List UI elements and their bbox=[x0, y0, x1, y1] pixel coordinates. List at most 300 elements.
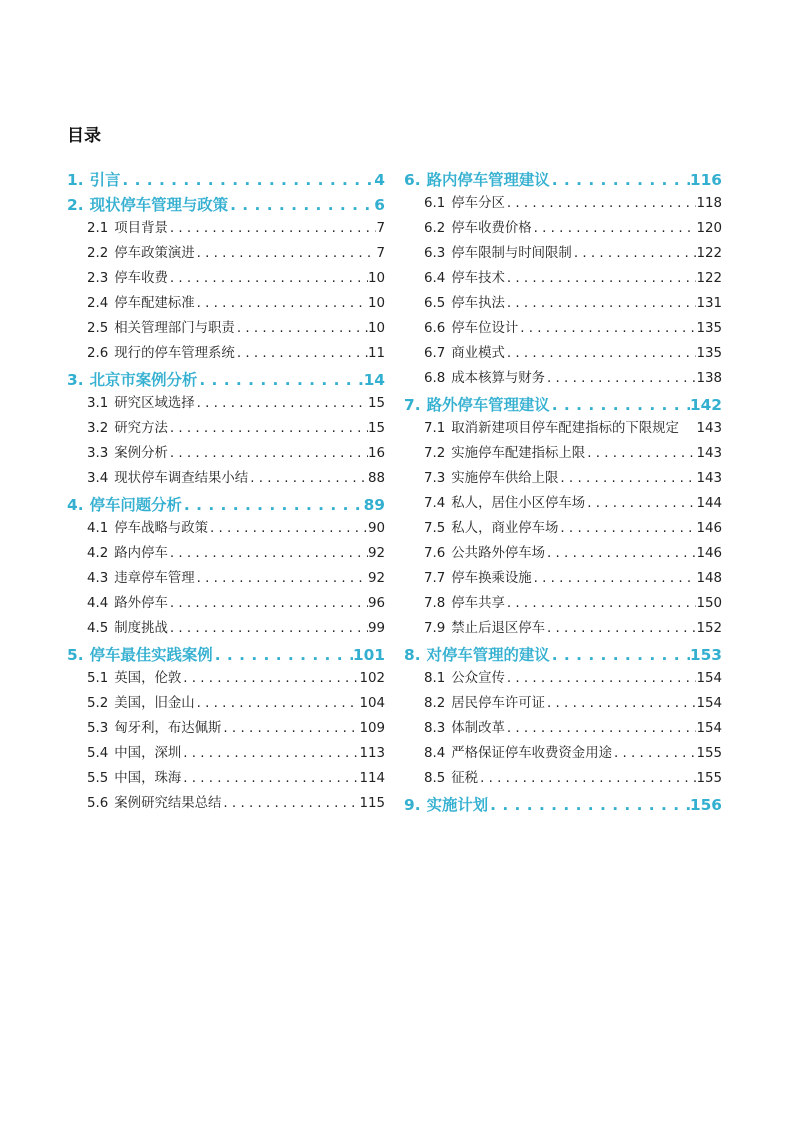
toc-section-label bbox=[404, 645, 550, 665]
toc-page-number: 6 bbox=[374, 196, 385, 214]
toc-entry-label bbox=[424, 720, 505, 737]
toc-page-number: 7 bbox=[376, 221, 385, 236]
toc-title: 路外停车管理建议 bbox=[426, 396, 550, 414]
dot-leader bbox=[228, 195, 374, 215]
toc-section-label bbox=[67, 370, 197, 390]
toc-entry-label bbox=[87, 520, 208, 537]
toc-section-label bbox=[404, 795, 488, 815]
toc-entry[interactable] bbox=[67, 620, 385, 637]
toc-entry-label bbox=[87, 570, 195, 587]
toc-page-number: 154 bbox=[696, 696, 722, 711]
toc-number: 7.6 bbox=[424, 546, 446, 561]
toc-entry-label bbox=[424, 295, 505, 312]
toc-title: 制度挑战 bbox=[114, 621, 168, 636]
toc-entry[interactable] bbox=[404, 695, 722, 712]
toc-title: 路内停车管理建议 bbox=[426, 171, 550, 189]
dot-leader bbox=[181, 670, 359, 687]
toc-number: 8.2 bbox=[424, 696, 446, 711]
toc-page-number: 104 bbox=[359, 696, 385, 711]
toc-section[interactable] bbox=[404, 795, 722, 815]
toc-entry-label bbox=[424, 745, 612, 762]
toc-number: 6.1 bbox=[424, 196, 446, 211]
toc-entry[interactable] bbox=[404, 745, 722, 762]
dot-leader bbox=[488, 795, 690, 815]
page-title: 目录 bbox=[67, 126, 101, 146]
toc-page-number: 148 bbox=[696, 571, 722, 586]
toc-title: 现状停车调查结果小结 bbox=[114, 471, 249, 486]
dot-leader bbox=[195, 695, 360, 712]
toc-number: 2.6 bbox=[87, 346, 109, 361]
toc-title: 停车收费 bbox=[114, 271, 168, 286]
toc-section[interactable] bbox=[404, 170, 722, 190]
toc-section[interactable] bbox=[67, 195, 385, 215]
toc-number: 3.2 bbox=[87, 421, 109, 436]
toc-title: 停车问题分析 bbox=[89, 496, 182, 514]
dot-leader bbox=[545, 545, 696, 562]
toc-title: 实施停车配建指标上限 bbox=[451, 446, 586, 461]
toc-entry[interactable] bbox=[404, 270, 722, 287]
toc-entry-label bbox=[87, 470, 248, 487]
dot-leader bbox=[213, 645, 353, 665]
toc-title: 禁止后退区停车 bbox=[451, 621, 546, 636]
dot-leader bbox=[168, 620, 368, 637]
toc-page-number: 96 bbox=[367, 596, 385, 611]
toc-title: 路外停车 bbox=[114, 596, 168, 611]
toc-title: 现状停车管理与政策 bbox=[89, 196, 229, 214]
toc-page-number: 15 bbox=[367, 396, 385, 411]
toc-entry-label bbox=[87, 745, 181, 762]
toc-entry[interactable] bbox=[67, 695, 385, 712]
toc-entry[interactable] bbox=[404, 670, 722, 687]
dot-leader bbox=[585, 445, 696, 462]
toc-entry-label bbox=[87, 420, 168, 437]
toc-number: 2.5 bbox=[87, 321, 109, 336]
toc-entry[interactable] bbox=[404, 220, 722, 237]
dot-leader bbox=[235, 345, 368, 362]
toc-entry[interactable] bbox=[404, 420, 722, 437]
toc-entry-label bbox=[424, 470, 558, 487]
toc-section-label bbox=[404, 170, 550, 190]
toc-entry-label bbox=[424, 770, 478, 787]
toc-number: 7.5 bbox=[424, 521, 446, 536]
toc-title: 居民停车许可证 bbox=[451, 696, 546, 711]
toc-entry-label bbox=[87, 295, 195, 312]
toc-page-number: 135 bbox=[696, 321, 722, 336]
toc-title: 停车分区 bbox=[451, 196, 505, 211]
toc-number: 5.2 bbox=[87, 696, 109, 711]
toc-number: 5.4 bbox=[87, 746, 109, 761]
toc-number: 5.5 bbox=[87, 771, 109, 786]
toc-section-label bbox=[67, 645, 213, 665]
toc-entry-label bbox=[424, 695, 545, 712]
dot-leader bbox=[120, 170, 374, 190]
toc-number: 6.3 bbox=[424, 246, 446, 261]
toc-section-label bbox=[404, 395, 550, 415]
toc-entry[interactable] bbox=[404, 245, 722, 262]
toc-number: 2.1 bbox=[87, 221, 109, 236]
toc-page-number: 135 bbox=[696, 346, 722, 361]
dot-leader bbox=[208, 520, 368, 537]
toc-number: 8. bbox=[404, 646, 421, 664]
dot-leader bbox=[505, 270, 697, 287]
toc-entry[interactable] bbox=[67, 295, 385, 312]
toc-title: 匈牙利，布达佩斯 bbox=[114, 721, 222, 736]
toc-page-number: 14 bbox=[363, 371, 385, 389]
dot-leader bbox=[168, 420, 368, 437]
toc-page-number: 114 bbox=[359, 771, 385, 786]
toc-entry[interactable] bbox=[67, 220, 385, 237]
toc-number: 4.2 bbox=[87, 546, 109, 561]
dot-leader bbox=[532, 220, 697, 237]
toc-entry[interactable] bbox=[404, 195, 722, 212]
dot-leader bbox=[545, 620, 696, 637]
dot-leader bbox=[572, 245, 697, 262]
toc-number: 2.4 bbox=[87, 296, 109, 311]
toc-number: 9. bbox=[404, 796, 421, 814]
toc-number: 6.8 bbox=[424, 371, 446, 386]
toc-number: 8.4 bbox=[424, 746, 446, 761]
dot-leader bbox=[182, 495, 364, 515]
toc-page-number: 154 bbox=[696, 671, 722, 686]
toc-title: 停车执法 bbox=[451, 296, 505, 311]
toc-entry-label bbox=[424, 445, 585, 462]
toc-page-number: 11 bbox=[367, 346, 385, 361]
toc-section[interactable] bbox=[67, 495, 385, 515]
toc-title: 成本核算与财务 bbox=[451, 371, 546, 386]
toc-title: 现行的停车管理系统 bbox=[114, 346, 235, 361]
toc-title: 违章停车管理 bbox=[114, 571, 195, 586]
dot-leader bbox=[505, 345, 697, 362]
toc-number: 4.4 bbox=[87, 596, 109, 611]
toc-number: 6.2 bbox=[424, 221, 446, 236]
toc-entry-label bbox=[424, 670, 505, 687]
toc-title: 停车战略与政策 bbox=[114, 521, 209, 536]
toc-entry-label bbox=[87, 620, 168, 637]
toc-entry-label bbox=[424, 320, 518, 337]
toc-entry[interactable] bbox=[404, 720, 722, 737]
toc-title: 引言 bbox=[89, 171, 121, 189]
dot-leader bbox=[505, 595, 697, 612]
dot-leader bbox=[195, 245, 377, 262]
toc-page-number: 143 bbox=[696, 471, 722, 486]
toc-left-column bbox=[67, 170, 385, 820]
toc-entry[interactable] bbox=[67, 445, 385, 462]
toc-page-number: 116 bbox=[689, 171, 722, 189]
toc-title: 路内停车 bbox=[114, 546, 168, 561]
toc-entry[interactable] bbox=[404, 595, 722, 612]
toc-number: 7.7 bbox=[424, 571, 446, 586]
dot-leader bbox=[545, 370, 696, 387]
dot-leader bbox=[195, 395, 368, 412]
toc-page-number: 120 bbox=[696, 221, 722, 236]
toc-title: 案例研究结果总结 bbox=[114, 796, 222, 811]
toc-title: 相关管理部门与职责 bbox=[114, 321, 235, 336]
toc-entry[interactable] bbox=[67, 795, 385, 812]
toc-number: 6.4 bbox=[424, 271, 446, 286]
toc-page-number: 90 bbox=[367, 521, 385, 536]
dot-leader bbox=[168, 595, 368, 612]
toc-page-number: 146 bbox=[696, 521, 722, 536]
toc-entry-label bbox=[424, 245, 572, 262]
toc-number: 7.9 bbox=[424, 621, 446, 636]
toc-title: 公共路外停车场 bbox=[451, 546, 546, 561]
toc-number: 7.3 bbox=[424, 471, 446, 486]
toc-entry-label bbox=[424, 545, 545, 562]
toc-page-number: 10 bbox=[367, 296, 385, 311]
toc-title: 私人，商业停车场 bbox=[451, 521, 559, 536]
dot-leader bbox=[545, 695, 696, 712]
dot-leader bbox=[168, 220, 377, 237]
toc-page-number: 92 bbox=[367, 571, 385, 586]
dot-leader bbox=[612, 745, 696, 762]
toc-title: 中国，深圳 bbox=[114, 746, 182, 761]
toc-entry[interactable] bbox=[404, 620, 722, 637]
toc-entry[interactable] bbox=[67, 520, 385, 537]
toc-entry-label bbox=[87, 245, 195, 262]
toc-number: 4.3 bbox=[87, 571, 109, 586]
toc-entry-label bbox=[87, 220, 168, 237]
dot-leader bbox=[181, 745, 359, 762]
toc-number: 5.3 bbox=[87, 721, 109, 736]
toc-page-number: 102 bbox=[359, 671, 385, 686]
toc-title: 公众宣传 bbox=[451, 671, 505, 686]
toc-page-number: 89 bbox=[363, 496, 385, 514]
toc-entry[interactable] bbox=[67, 670, 385, 687]
toc-entry[interactable] bbox=[404, 570, 722, 587]
toc-entry-label bbox=[87, 445, 168, 462]
toc-page-number: 143 bbox=[696, 446, 722, 461]
toc-entry[interactable] bbox=[404, 345, 722, 362]
toc-entry[interactable] bbox=[67, 770, 385, 787]
toc-page-number: 10 bbox=[367, 321, 385, 336]
toc-number: 1. bbox=[67, 171, 84, 189]
toc-entry-label bbox=[424, 620, 545, 637]
toc-title: 项目背景 bbox=[114, 221, 168, 236]
toc-entry[interactable] bbox=[404, 545, 722, 562]
toc-page-number: 152 bbox=[696, 621, 722, 636]
toc-number: 8.1 bbox=[424, 671, 446, 686]
toc-entry-label bbox=[424, 420, 679, 437]
toc-entry[interactable] bbox=[67, 545, 385, 562]
toc-number: 3. bbox=[67, 371, 84, 389]
toc-page-number: 88 bbox=[367, 471, 385, 486]
toc-page-number: 99 bbox=[367, 621, 385, 636]
toc-entry[interactable] bbox=[404, 520, 722, 537]
toc-number: 6. bbox=[404, 171, 421, 189]
toc-entry[interactable] bbox=[404, 295, 722, 312]
toc-title: 严格保证停车收费资金用途 bbox=[451, 746, 612, 761]
toc-title: 征税 bbox=[451, 771, 479, 786]
toc-page-number: 155 bbox=[696, 771, 722, 786]
dot-leader bbox=[550, 645, 690, 665]
toc-page-number: 10 bbox=[367, 271, 385, 286]
dot-leader bbox=[221, 795, 359, 812]
toc-page-number: 138 bbox=[696, 371, 722, 386]
toc-page-number: 143 bbox=[696, 421, 722, 436]
toc-entry[interactable] bbox=[67, 245, 385, 262]
toc-section[interactable] bbox=[67, 170, 385, 190]
toc-title: 停车最佳实践案例 bbox=[89, 646, 213, 664]
toc-title: 研究区域选择 bbox=[114, 396, 195, 411]
toc-page-number: 142 bbox=[689, 396, 722, 414]
toc-entry[interactable] bbox=[67, 345, 385, 362]
dot-leader bbox=[585, 495, 696, 512]
toc-entry-label bbox=[87, 670, 181, 687]
dot-leader bbox=[532, 570, 697, 587]
toc-number: 2.3 bbox=[87, 271, 109, 286]
toc-number: 4.1 bbox=[87, 521, 109, 536]
toc-page-number: 4 bbox=[374, 171, 385, 189]
toc-entry-label bbox=[87, 545, 168, 562]
toc-number: 3.3 bbox=[87, 446, 109, 461]
toc-title: 北京市案例分析 bbox=[89, 371, 198, 389]
toc-page-number: 101 bbox=[352, 646, 385, 664]
toc-number: 7. bbox=[404, 396, 421, 414]
toc-page-number: 7 bbox=[376, 246, 385, 261]
toc-number: 3.4 bbox=[87, 471, 109, 486]
toc-title: 私人，居住小区停车场 bbox=[451, 496, 586, 511]
toc-entry[interactable] bbox=[67, 720, 385, 737]
toc-number: 7.1 bbox=[424, 421, 446, 436]
toc-page-number: 155 bbox=[696, 746, 722, 761]
toc-section[interactable] bbox=[404, 645, 722, 665]
toc-number: 5. bbox=[67, 646, 84, 664]
dot-leader bbox=[505, 670, 697, 687]
toc-entry[interactable] bbox=[404, 470, 722, 487]
toc-entry[interactable] bbox=[67, 470, 385, 487]
toc-entry-label bbox=[424, 345, 505, 362]
toc-number: 5.6 bbox=[87, 796, 109, 811]
toc-section-label bbox=[67, 495, 182, 515]
toc-page-number: 115 bbox=[359, 796, 385, 811]
toc-page-number: 16 bbox=[367, 446, 385, 461]
toc-entry-label bbox=[424, 195, 505, 212]
toc-entry-label bbox=[87, 770, 181, 787]
toc-page-number: 15 bbox=[367, 421, 385, 436]
toc-entry-label bbox=[424, 270, 505, 287]
dot-leader bbox=[518, 320, 696, 337]
toc-entry[interactable] bbox=[67, 270, 385, 287]
toc-entry[interactable] bbox=[404, 320, 722, 337]
toc-entry[interactable] bbox=[404, 445, 722, 462]
dot-leader bbox=[221, 720, 359, 737]
dot-leader bbox=[558, 470, 696, 487]
toc-title: 对停车管理的建议 bbox=[426, 646, 550, 664]
dot-leader bbox=[168, 445, 368, 462]
toc-entry-label bbox=[424, 595, 505, 612]
dot-leader bbox=[478, 770, 696, 787]
toc-number: 7.2 bbox=[424, 446, 446, 461]
toc-section-label bbox=[67, 170, 120, 190]
toc-title: 实施计划 bbox=[426, 796, 489, 814]
toc-page-number: 144 bbox=[696, 496, 722, 511]
toc-entry-label bbox=[87, 270, 168, 287]
toc-title: 停车配建标准 bbox=[114, 296, 195, 311]
toc-page-number: 146 bbox=[696, 546, 722, 561]
dot-leader bbox=[168, 270, 368, 287]
toc-number: 7.4 bbox=[424, 496, 446, 511]
dot-leader bbox=[181, 770, 359, 787]
toc-section-label bbox=[67, 195, 228, 215]
toc-page-number: 153 bbox=[689, 646, 722, 664]
toc-page-number: 150 bbox=[696, 596, 722, 611]
toc-entry-label bbox=[87, 695, 195, 712]
toc-section[interactable] bbox=[67, 370, 385, 390]
dot-leader bbox=[195, 570, 368, 587]
toc-title: 英国，伦敦 bbox=[114, 671, 182, 686]
toc-number: 2.2 bbox=[87, 246, 109, 261]
toc-page-number: 118 bbox=[696, 196, 722, 211]
toc-page-number: 156 bbox=[689, 796, 722, 814]
toc-entry[interactable] bbox=[404, 770, 722, 787]
toc-title: 停车政策演进 bbox=[114, 246, 195, 261]
toc-number: 6.5 bbox=[424, 296, 446, 311]
toc-number: 8.3 bbox=[424, 721, 446, 736]
toc-title: 研究方法 bbox=[114, 421, 168, 436]
toc-entry[interactable] bbox=[67, 420, 385, 437]
toc-page-number: 131 bbox=[696, 296, 722, 311]
toc-entry[interactable] bbox=[67, 320, 385, 337]
dot-leader bbox=[195, 295, 368, 312]
dot-leader bbox=[168, 545, 368, 562]
toc-number: 4.5 bbox=[87, 621, 109, 636]
toc-entry[interactable] bbox=[404, 495, 722, 512]
toc-entry-label bbox=[87, 345, 235, 362]
toc-page-number: 113 bbox=[359, 746, 385, 761]
toc-entry[interactable] bbox=[67, 570, 385, 587]
toc-entry-label bbox=[424, 495, 585, 512]
toc-entry[interactable] bbox=[67, 395, 385, 412]
toc-entry-label bbox=[424, 520, 558, 537]
dot-leader bbox=[550, 170, 690, 190]
toc-title: 中国，珠海 bbox=[114, 771, 182, 786]
toc-number: 6.7 bbox=[424, 346, 446, 361]
toc-page-number: 109 bbox=[359, 721, 385, 736]
dot-leader bbox=[235, 320, 368, 337]
toc-entry-label bbox=[87, 595, 168, 612]
toc-right-column bbox=[404, 170, 722, 820]
toc-title: 停车换乘设施 bbox=[451, 571, 532, 586]
toc-title: 美国，旧金山 bbox=[114, 696, 195, 711]
toc-entry-label bbox=[424, 570, 532, 587]
toc-title: 停车共享 bbox=[451, 596, 505, 611]
dot-leader bbox=[550, 395, 690, 415]
toc-section[interactable] bbox=[67, 645, 385, 665]
toc-title: 停车限制与时间限制 bbox=[451, 246, 572, 261]
toc-title: 停车位设计 bbox=[451, 321, 519, 336]
dot-leader bbox=[505, 195, 697, 212]
toc-entry-label bbox=[87, 395, 195, 412]
toc-entry[interactable] bbox=[67, 595, 385, 612]
toc-section[interactable] bbox=[404, 395, 722, 415]
toc-number: 3.1 bbox=[87, 396, 109, 411]
toc-title: 取消新建项目停车配建指标的下限规定 bbox=[451, 421, 679, 436]
toc-page-number: 122 bbox=[696, 271, 722, 286]
toc-entry-label bbox=[87, 320, 235, 337]
toc-title: 商业模式 bbox=[451, 346, 505, 361]
dot-leader bbox=[197, 370, 363, 390]
dot-leader bbox=[505, 720, 697, 737]
toc-number: 6.6 bbox=[424, 321, 446, 336]
toc-entry[interactable] bbox=[404, 370, 722, 387]
toc-entry-label bbox=[87, 720, 221, 737]
toc-page-number: 92 bbox=[367, 546, 385, 561]
dot-leader bbox=[505, 295, 697, 312]
toc-entry[interactable] bbox=[67, 745, 385, 762]
toc-title: 实施停车供给上限 bbox=[451, 471, 559, 486]
dot-leader bbox=[248, 470, 368, 487]
toc-entry-label bbox=[424, 370, 545, 387]
